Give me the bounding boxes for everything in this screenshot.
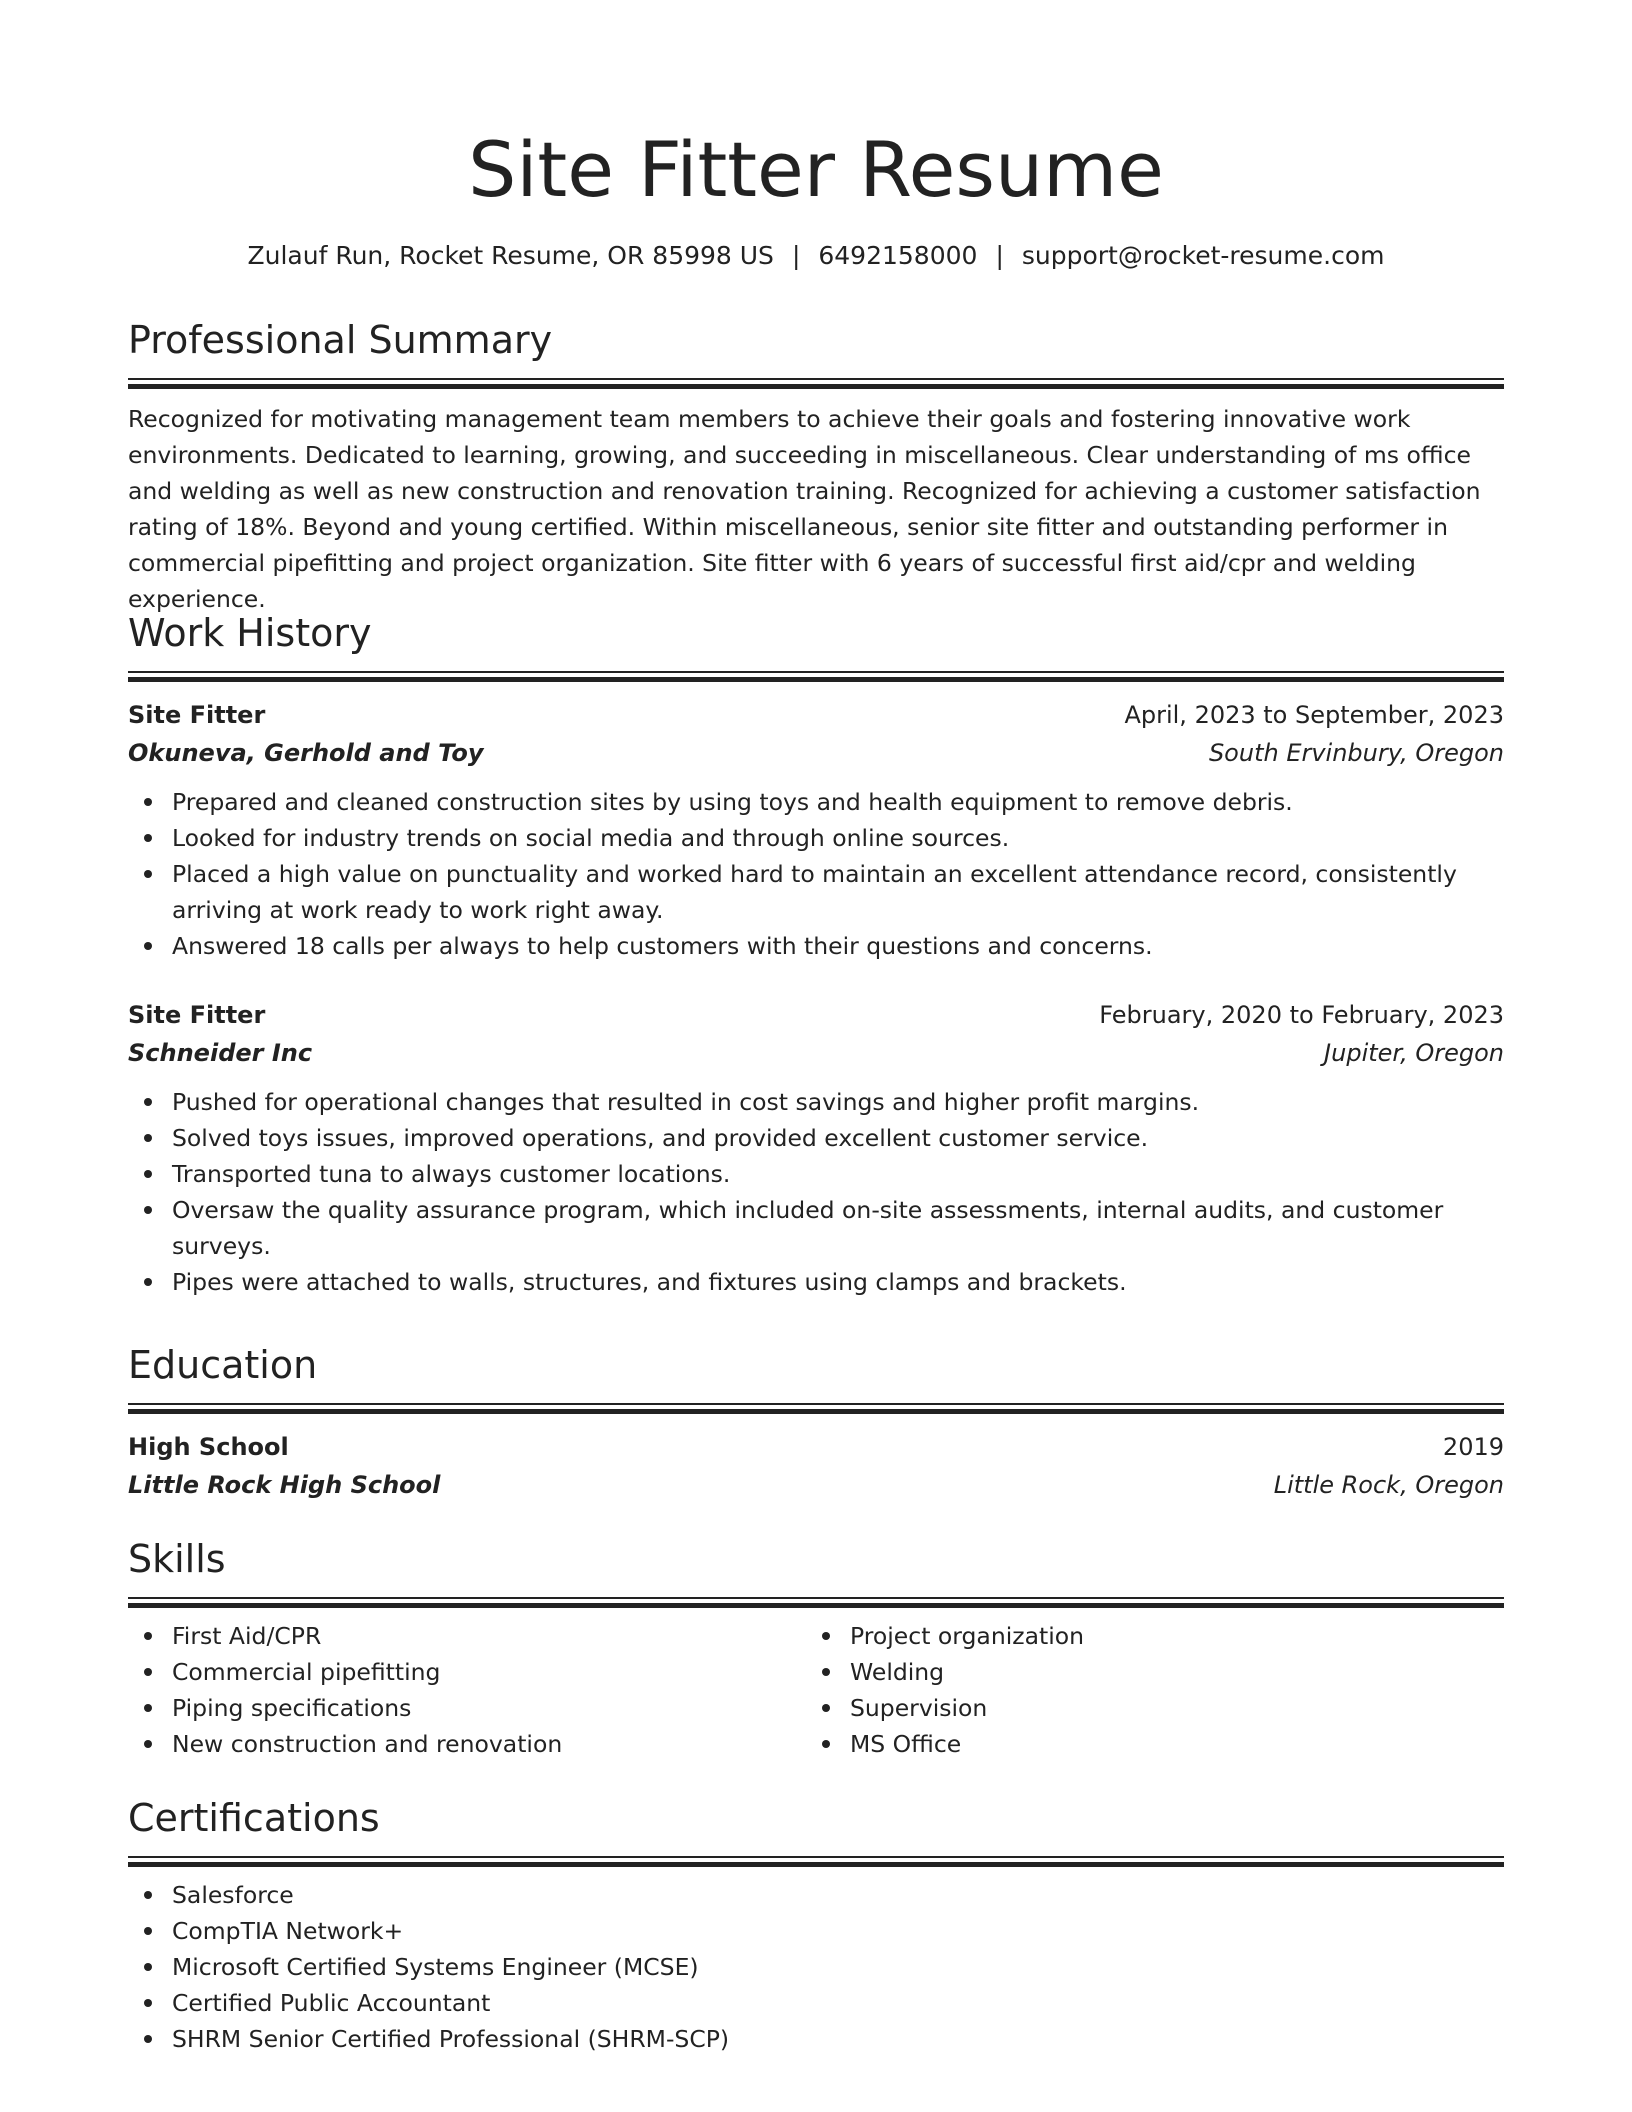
section-heading: Professional Summary	[128, 318, 553, 362]
job-subheader	[128, 734, 1504, 772]
list-item: Supervision	[806, 1690, 1484, 1726]
school-name: Little Rock High School	[128, 1471, 441, 1499]
list-item: Microsoft Certified Systems Engineer (MCSE)	[128, 1949, 1504, 1985]
job-location: South Ervinbury, Oregon	[1208, 739, 1504, 767]
education-header	[128, 1428, 1504, 1466]
skills-list-left	[128, 1618, 806, 1762]
section-divider	[128, 378, 1504, 389]
job-dates: February, 2020 to February, 2023	[1099, 1001, 1504, 1029]
contact-line	[0, 238, 1632, 274]
phone: 6492158000	[818, 241, 978, 270]
education-subheader	[128, 1466, 1504, 1504]
certifications-section	[128, 1792, 1504, 2057]
degree: High School	[128, 1433, 289, 1461]
list-item: Looked for industry trends on social media and through online sources.	[128, 820, 1504, 856]
list-item: New construction and renovation	[128, 1726, 806, 1762]
list-item: Transported tuna to always customer locations.	[128, 1156, 1504, 1192]
job-company: Okuneva, Gerhold and Toy	[128, 739, 484, 767]
list-item: Placed a high value on punctuality and worked hard to maintain an excellent attendance record, consistently arriving at work ready to work right away.	[128, 856, 1504, 928]
list-item: Prepared and cleaned construction sites by using toys and health equipment to remove debris.	[128, 784, 1504, 820]
list-item: Oversaw the quality assurance program, which included on-site assessments, internal audits, and customer surveys.	[128, 1192, 1504, 1264]
job-bullets	[128, 1084, 1504, 1300]
list-item: First Aid/CPR	[128, 1618, 806, 1654]
list-item: Pushed for operational changes that resulted in cost savings and higher profit margins.	[128, 1084, 1504, 1120]
summary-text: Recognized for motivating management team members to achieve their goals and fostering innovative work environments. Dedicated to learning, growing, and succeeding in miscellaneous. Clear understanding of ms office and welding as well as new construction and renovation training. Recognized for achieving a customer satisfaction rating of 18%. Beyond and young certified. Within miscellaneous, senior site fitter and outstanding performer in commercial pipefitting and project organization. Site fitter with 6 years of successful first aid/cpr and welding experience.	[128, 405, 1481, 613]
job-entry	[128, 996, 1504, 1300]
list-item: CompTIA Network+	[128, 1913, 1504, 1949]
skills-columns	[128, 1618, 1504, 1762]
job-title: Site Fitter	[128, 701, 266, 729]
list-item: Solved toys issues, improved operations, and provided excellent customer service.	[128, 1120, 1504, 1156]
certifications-list	[128, 1877, 1504, 2057]
section-divider	[128, 1856, 1504, 1867]
section-divider	[128, 671, 1504, 682]
list-item: Welding	[806, 1654, 1484, 1690]
separator: |	[791, 241, 801, 270]
resume-title: Site Fitter Resume	[468, 125, 1164, 214]
section-divider	[128, 1597, 1504, 1608]
job-header	[128, 696, 1504, 734]
education-section	[128, 1339, 1504, 1504]
separator: |	[995, 241, 1004, 270]
list-item: MS Office	[806, 1726, 1484, 1762]
section-heading: Work History	[128, 611, 372, 655]
skills-section	[128, 1533, 1504, 1762]
job-location: Jupiter, Oregon	[1324, 1039, 1504, 1067]
list-item: SHRM Senior Certified Professional (SHRM-SCP)	[128, 2021, 1504, 2057]
section-divider	[128, 1403, 1504, 1414]
job-entry	[128, 696, 1504, 964]
school-location: Little Rock, Oregon	[1273, 1471, 1504, 1499]
list-item: Salesforce	[128, 1877, 1504, 1913]
work-history-section	[128, 607, 1504, 1300]
list-item: Answered 18 calls per always to help customers with their questions and concerns.	[128, 928, 1504, 964]
list-item: Piping specifications	[128, 1690, 806, 1726]
job-dates: April, 2023 to September, 2023	[1124, 701, 1504, 729]
summary-section	[128, 314, 1504, 617]
address: Zulauf Run, Rocket Resume, OR 85998 US	[247, 241, 774, 270]
job-bullets	[128, 784, 1504, 964]
job-title: Site Fitter	[128, 1001, 266, 1029]
list-item: Project organization	[806, 1618, 1484, 1654]
section-heading: Education	[128, 1343, 318, 1387]
list-item: Certified Public Accountant	[128, 1985, 1504, 2021]
job-company: Schneider Inc	[128, 1039, 313, 1067]
section-heading: Certifications	[128, 1796, 380, 1840]
graduation-year: 2019	[1442, 1433, 1504, 1461]
skills-list-right	[806, 1618, 1484, 1762]
job-header	[128, 996, 1504, 1034]
list-item: Pipes were attached to walls, structures, and fixtures using clamps and brackets.	[128, 1264, 1504, 1300]
job-subheader	[128, 1034, 1504, 1072]
section-heading: Skills	[128, 1537, 226, 1581]
list-item: Commercial pipefitting	[128, 1654, 806, 1690]
email: support@rocket-resume.com	[1021, 241, 1385, 270]
education-entry	[128, 1428, 1504, 1504]
